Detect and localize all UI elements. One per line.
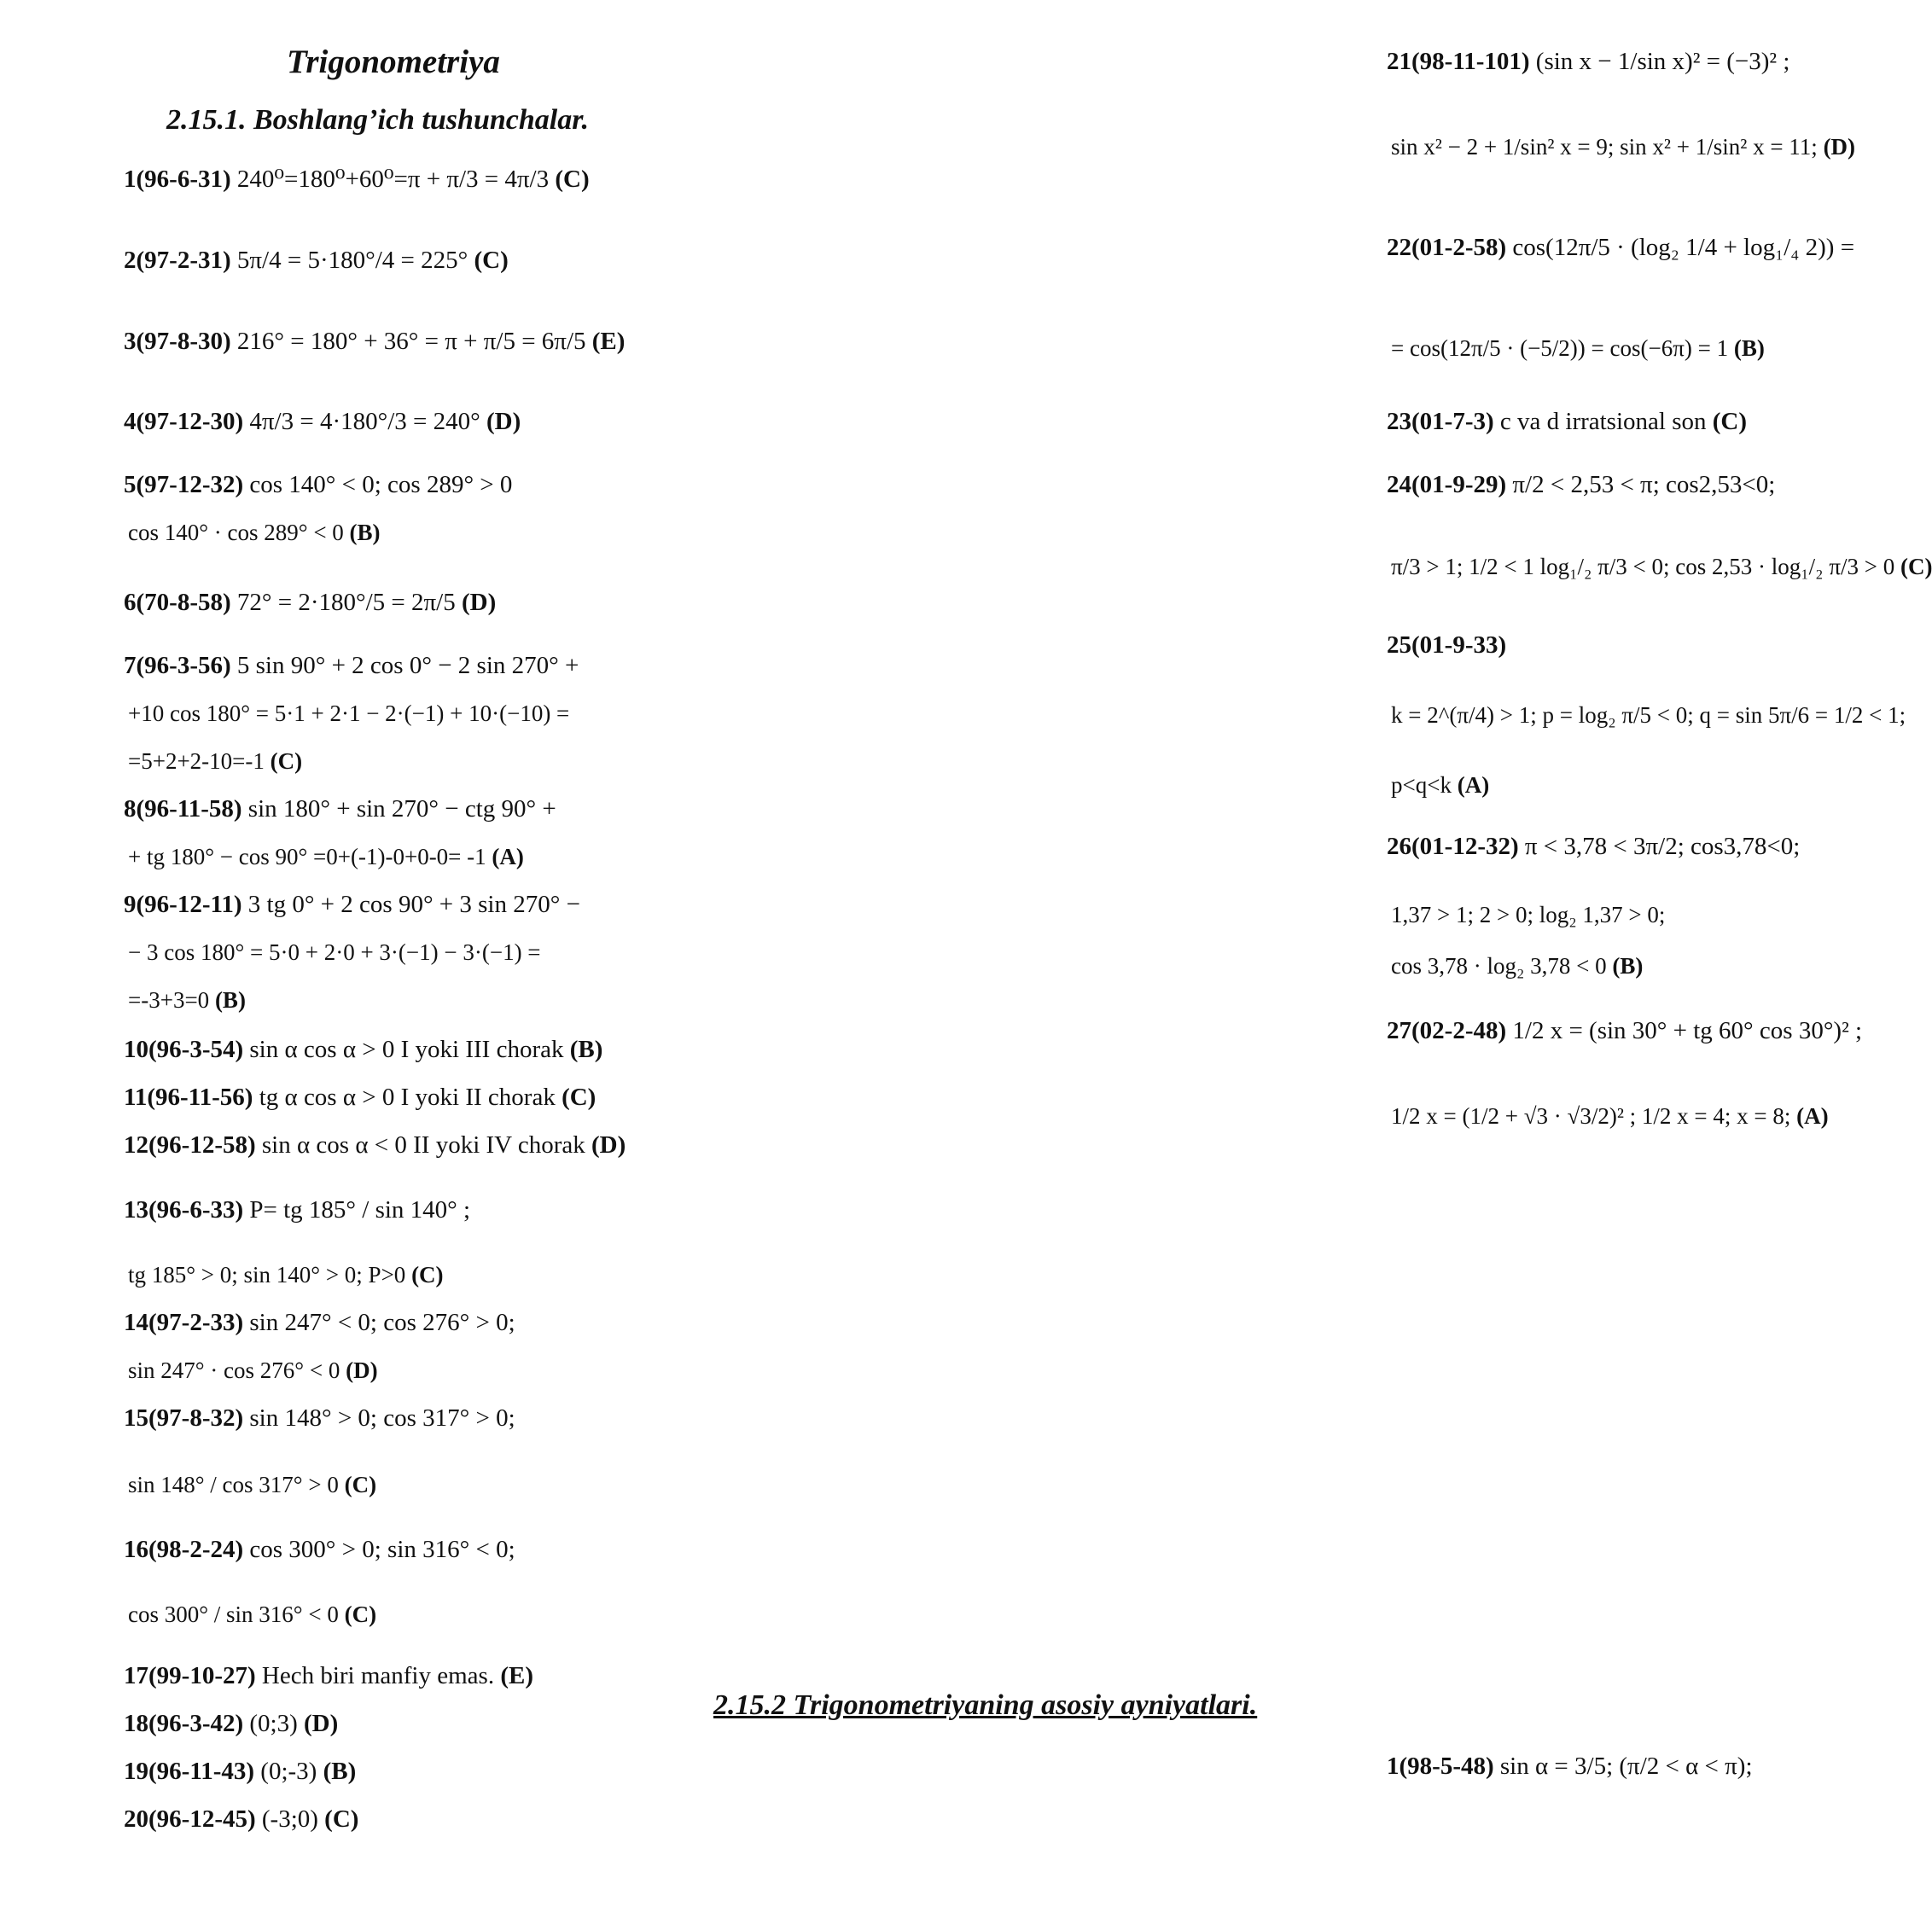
problem-number: 2(97-2-31)	[124, 247, 231, 274]
problem-solution: cos 300° > 0; sin 316° < 0;	[249, 1536, 515, 1563]
answer-label: (B)	[1733, 335, 1765, 361]
right-problem-line	[1391, 131, 1855, 162]
problem-number: 21(98-11-101)	[1387, 48, 1530, 75]
problem-number: 8(96-11-58)	[124, 795, 242, 823]
answer-label: (C)	[411, 1262, 444, 1288]
problem-number: 1(98-5-48)	[1387, 1753, 1494, 1780]
problem-number: 6(70-8-58)	[124, 589, 231, 616]
problem-solution: 240⁰=180⁰+60⁰=π + π/3 = 4π/3	[236, 166, 550, 193]
problem-solution: sin α cos α < 0 II yoki IV chorak	[261, 1131, 585, 1159]
problem-solution: (0;-3)	[260, 1758, 317, 1785]
problem-solution: cos 140° < 0; cos 289° > 0	[249, 471, 513, 498]
answer-label: (D)	[486, 408, 521, 435]
problem-solution: 4π/3 = 4·180°/3 = 240°	[249, 408, 480, 435]
answer-label: (D)	[346, 1357, 378, 1383]
problem-solution: k = 2^(π/4) > 1; p = log₂ π/5 < 0; q = sin 5π/6 = 1/2 < 1;	[1391, 702, 1906, 728]
left-problem-line	[124, 1403, 515, 1433]
answer-label: (B)	[569, 1036, 603, 1063]
left-problem-line	[128, 1259, 444, 1290]
left-problem-line	[128, 841, 524, 872]
answer-label: (C)	[474, 247, 509, 274]
problem-number: 26(01-12-32)	[1387, 833, 1519, 860]
problem-number: 16(98-2-24)	[124, 1536, 244, 1563]
right-problem-line	[1391, 770, 1489, 800]
answer-label: (B)	[1612, 953, 1644, 979]
left-problem-line	[124, 587, 496, 618]
left-problem-line	[124, 650, 579, 681]
problem-solution: c va d irratsional son	[1499, 408, 1707, 435]
section-title-basics: 2.15.1. Boshlang’ich tushunchalar.	[166, 104, 590, 136]
left-problem-line	[124, 1082, 596, 1113]
problem-solution: π/2 < 2,53 < π; cos2,53<0;	[1512, 471, 1776, 498]
problem-number: 23(01-7-3)	[1387, 408, 1494, 435]
problem-solution: sin α cos α > 0 I yoki III chorak	[249, 1036, 564, 1063]
problem-number: 11(96-11-56)	[124, 1084, 253, 1111]
problem-solution: − 3 cos 180° = 5·0 + 2·0 + 3·(−1) − 3·(−1) =	[128, 939, 541, 965]
problem-number: 12(96-12-58)	[124, 1131, 256, 1159]
answer-label: (C)	[324, 1805, 359, 1833]
problem-number: 27(02-2-48)	[1387, 1017, 1507, 1044]
problem-solution: cos 3,78 · log₂ 3,78 < 0	[1391, 953, 1607, 979]
problem-solution: 72° = 2·180°/5 = 2π/5	[236, 589, 456, 616]
right-problem-line	[1387, 232, 1854, 263]
problem-solution: tg α cos α > 0 I yoki II chorak	[259, 1084, 556, 1111]
answer-label: (C)	[1712, 408, 1748, 435]
right-problem-line	[1387, 469, 1775, 500]
problem-solution: tg 185° > 0; sin 140° > 0; P>0	[128, 1262, 406, 1288]
answer-label: (E)	[591, 328, 626, 355]
problem-number: 20(96-12-45)	[124, 1805, 256, 1833]
problem-solution: π/3 > 1; 1/2 < 1 log₁/₂ π/3 < 0; cos 2,53 · log₁/₂ π/3 > 0	[1391, 554, 1895, 579]
problem-solution: cos(12π/5 · (log₂ 1/4 + log₁/₄ 2)) =	[1512, 234, 1855, 261]
problem-solution: 5π/4 = 5·180°/4 = 225°	[236, 247, 468, 274]
problem-solution: (sin x − 1/sin x)² = (−3)² ;	[1535, 48, 1790, 75]
problem-number: 10(96-3-54)	[124, 1036, 244, 1063]
left-problem-line	[124, 1195, 470, 1225]
left-problem-line	[124, 1660, 533, 1691]
problem-solution: sin 247° · cos 276° < 0	[128, 1357, 340, 1383]
problem-number: 18(96-3-42)	[124, 1710, 244, 1737]
left-problem-line	[124, 889, 580, 920]
answer-label: (B)	[214, 987, 246, 1013]
answer-label: (C)	[562, 1084, 596, 1111]
problem-solution: =5+2+2-10=-1	[128, 748, 265, 774]
left-problem-line	[128, 1355, 378, 1386]
answer-label: (D)	[461, 589, 497, 616]
left-problem-line	[128, 517, 381, 548]
answer-label: (C)	[344, 1472, 377, 1497]
left-problem-line	[128, 985, 246, 1015]
problem-solution: Hech biri manfiy emas.	[261, 1662, 495, 1689]
problem-solution: sin α = 3/5; (π/2 < α < π);	[1499, 1753, 1753, 1780]
problem-solution: + tg 180° − cos 90° =0+(-1)-0+0-0= -1	[128, 844, 486, 869]
left-problem-line	[124, 469, 512, 500]
problem-solution: 5 sin 90° + 2 cos 0° − 2 sin 270° +	[236, 652, 579, 679]
problem-number: 13(96-6-33)	[124, 1196, 244, 1224]
problem-solution: 216° = 180° + 36° = π + π/5 = 6π/5	[236, 328, 586, 355]
answer-label: (D)	[1823, 134, 1856, 160]
right-problem-line	[1391, 700, 1906, 730]
problem-solution: cos 300° / sin 316° < 0	[128, 1602, 339, 1627]
left-problem-line	[128, 937, 541, 968]
problem-number: 15(97-8-32)	[124, 1404, 244, 1432]
answer-label: (C)	[555, 166, 590, 193]
problem-number: 14(97-2-33)	[124, 1309, 244, 1336]
problem-number: 3(97-8-30)	[124, 328, 231, 355]
problem-solution: sin x² − 2 + 1/sin² x = 9; sin x² + 1/sin² x = 11;	[1391, 134, 1818, 160]
problem-number: 1(96-6-31)	[124, 166, 231, 193]
right-problem-line	[1391, 333, 1765, 363]
left-problem-line	[128, 698, 569, 729]
problem-number: 5(97-12-32)	[124, 471, 244, 498]
right-problem-line	[1387, 630, 1506, 660]
answer-label: (C)	[1900, 554, 1932, 579]
section-title-identities: 2.15.2 Trigonometriyaning asosiy ayniyatlari.	[713, 1689, 1258, 1721]
answer-label: (D)	[304, 1710, 339, 1737]
left-problem-line	[124, 326, 625, 357]
answer-label: (C)	[270, 748, 303, 774]
problem-number: 24(01-9-29)	[1387, 471, 1507, 498]
right-problem-line	[1387, 1751, 1753, 1782]
problem-number: 4(97-12-30)	[124, 408, 244, 435]
right-problem-line	[1391, 551, 1932, 582]
problem-solution: sin 180° + sin 270° − ctg 90° +	[247, 795, 556, 823]
problem-solution: 3 tg 0° + 2 cos 90° + 3 sin 270° −	[247, 891, 580, 918]
problem-number: 9(96-12-11)	[124, 891, 242, 918]
answer-label: (E)	[500, 1662, 533, 1689]
left-problem-line	[124, 1804, 358, 1834]
problem-solution: = cos(12π/5 · (−5/2)) = cos(−6π) = 1	[1391, 335, 1729, 361]
problem-solution: 1/2 x = (sin 30° + tg 60° cos 30°)² ;	[1512, 1017, 1863, 1044]
left-problem-line	[128, 1599, 376, 1630]
left-problem-line	[124, 406, 521, 437]
right-problem-line	[1391, 1101, 1829, 1131]
answer-label: (A)	[1796, 1103, 1829, 1129]
right-problem-line	[1387, 831, 1800, 862]
answer-label: (D)	[591, 1131, 626, 1159]
left-problem-line	[124, 1756, 356, 1787]
problem-solution: =-3+3=0	[128, 987, 210, 1013]
problem-solution: P= tg 185° / sin 140° ;	[249, 1196, 471, 1224]
problem-number: 22(01-2-58)	[1387, 234, 1507, 261]
left-problem-line	[124, 164, 590, 195]
left-problem-line	[128, 1469, 376, 1500]
problem-solution: cos 140° · cos 289° < 0	[128, 520, 344, 545]
answer-label: (C)	[344, 1602, 377, 1627]
page-title: Trigonometriya	[287, 44, 500, 80]
left-problem-line	[124, 1034, 602, 1065]
answer-label: (B)	[349, 520, 381, 545]
answer-label: (A)	[492, 844, 524, 869]
right-problem-line	[1387, 46, 1789, 77]
right-problem-line	[1387, 406, 1747, 437]
problem-number: 19(96-11-43)	[124, 1758, 255, 1785]
right-problem-line	[1391, 899, 1665, 930]
problem-solution: (0;3)	[249, 1710, 298, 1737]
answer-label: (B)	[323, 1758, 357, 1785]
problem-solution: π < 3,78 < 3π/2; cos3,78<0;	[1524, 833, 1801, 860]
left-problem-line	[128, 746, 302, 776]
problem-solution: (-3;0)	[261, 1805, 318, 1833]
problem-solution: sin 148° > 0; cos 317° > 0;	[249, 1404, 515, 1432]
right-problem-line	[1391, 950, 1643, 981]
left-problem-line	[124, 794, 556, 824]
problem-solution: sin 247° < 0; cos 276° > 0;	[249, 1309, 515, 1336]
problem-number: 17(99-10-27)	[124, 1662, 256, 1689]
left-problem-line	[124, 1534, 515, 1565]
answer-label: (A)	[1457, 772, 1490, 798]
problem-solution: 1,37 > 1; 2 > 0; log₂ 1,37 > 0;	[1391, 902, 1666, 927]
left-problem-line	[124, 245, 509, 276]
problem-solution: +10 cos 180° = 5·1 + 2·1 − 2·(−1) + 10·(−10) =	[128, 700, 570, 726]
left-problem-line	[124, 1307, 515, 1338]
problem-solution: p<q<k	[1391, 772, 1452, 798]
left-problem-line	[124, 1130, 626, 1160]
problem-solution: 1/2 x = (1/2 + √3 · √3/2)² ; 1/2 x = 4; x = 8;	[1391, 1103, 1791, 1129]
problem-number: 7(96-3-56)	[124, 652, 231, 679]
problem-number: 25(01-9-33)	[1387, 631, 1507, 659]
problem-solution: sin 148° / cos 317° > 0	[128, 1472, 339, 1497]
left-problem-line	[124, 1708, 338, 1739]
right-problem-line	[1387, 1015, 1862, 1046]
